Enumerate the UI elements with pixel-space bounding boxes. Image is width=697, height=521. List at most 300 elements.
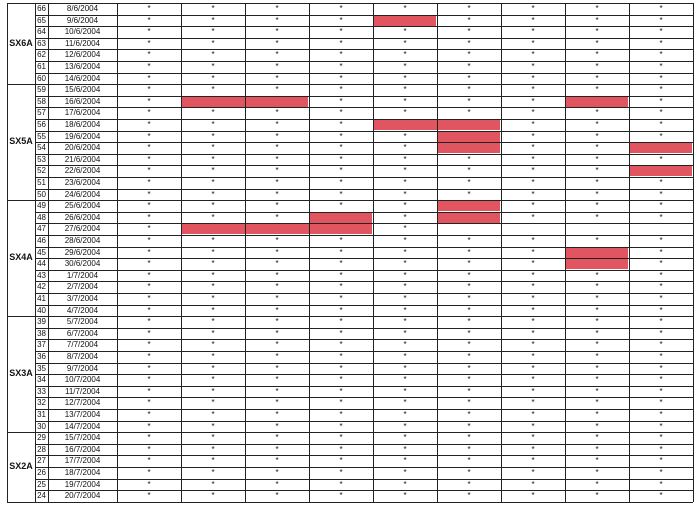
status-mark: *	[595, 50, 599, 60]
status-mark: *	[339, 131, 343, 141]
status-mark: *	[467, 375, 471, 385]
status-mark: *	[339, 270, 343, 280]
status-mark: *	[659, 4, 663, 13]
status-mark: *	[403, 85, 407, 95]
status-mark: *	[403, 143, 407, 153]
column-divider	[117, 3, 118, 502]
status-mark: *	[275, 73, 279, 83]
status-mark: *	[595, 85, 599, 95]
status-mark: *	[211, 433, 215, 443]
status-mark: *	[147, 328, 151, 338]
row-date: 25/6/2004	[64, 201, 101, 211]
status-mark: *	[595, 479, 599, 489]
status-mark: *	[275, 444, 279, 454]
status-mark: *	[403, 433, 407, 443]
status-mark: *	[339, 375, 343, 385]
column-divider	[245, 3, 246, 502]
status-mark: *	[147, 294, 151, 303]
row-date: 28/6/2004	[64, 236, 101, 245]
status-mark: *	[403, 305, 407, 315]
status-mark: *	[595, 154, 599, 164]
status-mark: *	[531, 456, 535, 466]
row-divider	[35, 386, 693, 387]
row-date: 20/7/2004	[64, 491, 101, 501]
status-mark: *	[339, 62, 343, 71]
row-divider	[7, 316, 693, 317]
status-mark: *	[659, 433, 663, 443]
status-mark: *	[147, 386, 151, 396]
status-mark: *	[147, 50, 151, 60]
status-mark: *	[531, 375, 535, 385]
status-mark: *	[467, 294, 471, 303]
status-mark: *	[467, 479, 471, 489]
status-mark: *	[595, 352, 599, 361]
status-mark: *	[403, 166, 407, 176]
status-mark: *	[339, 468, 343, 477]
row-date: 16/7/2004	[64, 444, 101, 454]
status-mark: *	[211, 363, 215, 373]
status-mark: *	[211, 212, 215, 222]
status-mark: *	[211, 178, 215, 187]
status-mark: *	[211, 4, 215, 13]
row-divider	[35, 305, 693, 306]
highlight-bar	[182, 224, 372, 234]
row-date: 1/7/2004	[66, 270, 99, 280]
status-mark: *	[339, 189, 343, 199]
status-mark: *	[659, 340, 663, 350]
status-mark: *	[211, 468, 215, 477]
status-mark: *	[403, 386, 407, 396]
column-divider	[693, 3, 694, 502]
row-number: 31	[37, 410, 46, 419]
status-mark: *	[595, 27, 599, 37]
status-mark: *	[211, 50, 215, 60]
row-number: 27	[37, 456, 46, 466]
status-mark: *	[339, 479, 343, 489]
status-mark: *	[531, 212, 535, 222]
row-date: 7/7/2004	[66, 340, 99, 350]
status-mark: *	[659, 468, 663, 477]
row-number: 44	[37, 259, 46, 269]
status-mark: *	[659, 479, 663, 489]
status-mark: *	[403, 421, 407, 431]
status-mark: *	[211, 398, 215, 408]
column-divider	[181, 3, 182, 502]
status-mark: *	[531, 398, 535, 408]
status-mark: *	[595, 433, 599, 443]
status-mark: *	[659, 317, 663, 327]
status-mark: *	[531, 50, 535, 60]
status-mark: *	[339, 386, 343, 396]
status-mark: *	[403, 410, 407, 419]
status-mark: *	[659, 96, 663, 106]
row-divider	[35, 119, 693, 120]
status-mark: *	[275, 38, 279, 48]
status-mark: *	[211, 352, 215, 361]
row-number: 50	[37, 189, 46, 199]
status-mark: *	[147, 491, 151, 501]
status-mark: *	[659, 410, 663, 419]
status-mark: *	[147, 189, 151, 199]
row-date: 2/7/2004	[66, 282, 99, 292]
group-label-sx6a: SX6A	[9, 37, 33, 48]
status-mark: *	[403, 62, 407, 71]
row-divider	[35, 154, 693, 155]
status-mark: *	[531, 4, 535, 13]
status-mark: *	[275, 270, 279, 280]
status-mark: *	[275, 85, 279, 95]
highlight-bar	[310, 213, 372, 223]
status-mark: *	[147, 85, 151, 95]
status-mark: *	[595, 120, 599, 129]
status-mark: *	[531, 62, 535, 71]
status-mark: *	[659, 375, 663, 385]
status-mark: *	[659, 212, 663, 222]
status-mark: *	[147, 4, 151, 13]
status-mark: *	[531, 270, 535, 280]
row-number: 37	[37, 340, 46, 350]
status-mark: *	[403, 27, 407, 37]
status-mark: *	[595, 375, 599, 385]
row-divider	[35, 247, 693, 248]
row-date: 8/6/2004	[66, 4, 99, 13]
status-mark: *	[467, 236, 471, 245]
status-mark: *	[147, 38, 151, 48]
column-divider	[48, 3, 49, 502]
status-mark: *	[531, 38, 535, 48]
row-number: 29	[37, 433, 46, 443]
status-mark: *	[211, 282, 215, 292]
row-date: 13/7/2004	[64, 410, 101, 419]
status-mark: *	[211, 201, 215, 211]
status-mark: *	[531, 433, 535, 443]
row-date: 8/7/2004	[66, 352, 99, 361]
status-mark: *	[147, 410, 151, 419]
status-mark: *	[659, 352, 663, 361]
status-mark: *	[339, 421, 343, 431]
status-mark: *	[403, 178, 407, 187]
row-number: 48	[37, 212, 46, 222]
row-number: 47	[37, 224, 46, 234]
row-divider	[7, 502, 693, 503]
status-mark: *	[595, 108, 599, 118]
status-mark: *	[147, 317, 151, 327]
status-mark: *	[659, 386, 663, 396]
status-mark: *	[147, 166, 151, 176]
status-mark: *	[147, 247, 151, 257]
status-mark: *	[467, 15, 471, 25]
status-mark: *	[403, 317, 407, 327]
status-mark: *	[659, 131, 663, 141]
status-mark: *	[659, 247, 663, 257]
status-mark: *	[339, 410, 343, 419]
row-divider	[35, 212, 693, 213]
status-mark: *	[275, 120, 279, 129]
status-mark: *	[147, 375, 151, 385]
row-number: 63	[37, 38, 46, 48]
status-mark: *	[403, 340, 407, 350]
row-number: 49	[37, 201, 46, 211]
status-mark: *	[147, 212, 151, 222]
status-mark: *	[659, 421, 663, 431]
status-mark: *	[147, 363, 151, 373]
status-mark: *	[403, 96, 407, 106]
row-divider	[35, 258, 693, 259]
status-mark: *	[147, 456, 151, 466]
status-mark: *	[531, 247, 535, 257]
status-mark: *	[467, 270, 471, 280]
row-date: 17/7/2004	[64, 456, 101, 466]
status-mark: *	[339, 120, 343, 129]
status-mark: *	[339, 340, 343, 350]
status-mark: *	[275, 201, 279, 211]
status-mark: *	[595, 270, 599, 280]
status-mark: *	[467, 108, 471, 118]
status-mark: *	[147, 108, 151, 118]
status-mark: *	[339, 73, 343, 83]
row-number: 28	[37, 444, 46, 454]
status-mark: *	[403, 189, 407, 199]
status-mark: *	[531, 468, 535, 477]
status-mark: *	[147, 479, 151, 489]
status-mark: *	[339, 444, 343, 454]
status-mark: *	[339, 38, 343, 48]
status-mark: *	[467, 352, 471, 361]
status-mark: *	[467, 317, 471, 327]
status-mark: *	[275, 491, 279, 501]
status-mark: *	[339, 491, 343, 501]
status-mark: *	[403, 444, 407, 454]
row-divider	[35, 61, 693, 62]
status-mark: *	[275, 131, 279, 141]
highlight-bar	[566, 259, 628, 269]
row-date: 11/6/2004	[65, 38, 100, 48]
status-mark: *	[211, 421, 215, 431]
group-label-sx5a: SX5A	[9, 136, 33, 147]
status-mark: *	[275, 468, 279, 477]
highlight-bar	[630, 143, 692, 153]
status-mark: *	[403, 154, 407, 164]
status-mark: *	[531, 317, 535, 327]
status-mark: *	[403, 108, 407, 118]
highlight-bar	[438, 213, 500, 223]
row-number: 38	[37, 328, 46, 338]
row-divider	[35, 397, 693, 398]
status-mark: *	[467, 282, 471, 292]
status-mark: *	[531, 386, 535, 396]
status-mark: *	[467, 468, 471, 477]
status-mark: *	[339, 50, 343, 60]
status-mark: *	[147, 398, 151, 408]
status-mark: *	[339, 236, 343, 245]
status-mark: *	[211, 294, 215, 303]
status-mark: *	[531, 15, 535, 25]
status-mark: *	[339, 154, 343, 164]
status-mark: *	[275, 189, 279, 199]
status-mark: *	[403, 282, 407, 292]
status-mark: *	[467, 444, 471, 454]
row-divider	[35, 363, 693, 364]
status-mark: *	[147, 131, 151, 141]
status-mark: *	[595, 282, 599, 292]
row-date: 23/6/2004	[64, 178, 101, 187]
status-mark: *	[531, 27, 535, 37]
status-mark: *	[275, 62, 279, 71]
status-mark: *	[531, 421, 535, 431]
status-mark: *	[275, 317, 279, 327]
status-mark: *	[147, 421, 151, 431]
status-mark: *	[467, 62, 471, 71]
status-mark: *	[339, 143, 343, 153]
row-date: 15/6/2004	[64, 85, 101, 95]
row-date: 18/6/2004	[64, 120, 101, 129]
status-mark: *	[211, 15, 215, 25]
row-divider	[35, 26, 693, 27]
status-mark: *	[403, 363, 407, 373]
status-mark: *	[339, 305, 343, 315]
highlight-bar	[374, 16, 436, 26]
row-date: 9/7/2004	[66, 363, 99, 373]
row-date: 12/6/2004	[64, 50, 101, 60]
status-mark: *	[339, 328, 343, 338]
column-divider	[629, 3, 630, 502]
row-number: 43	[37, 270, 46, 280]
status-mark: *	[147, 236, 151, 245]
row-divider	[35, 142, 693, 143]
status-mark: *	[339, 247, 343, 257]
highlight-bar	[630, 166, 692, 176]
status-mark: *	[467, 340, 471, 350]
status-mark: *	[339, 398, 343, 408]
highlight-bar	[566, 248, 628, 258]
status-mark: *	[275, 15, 279, 25]
column-divider	[7, 3, 8, 502]
status-mark: *	[531, 363, 535, 373]
status-mark: *	[595, 294, 599, 303]
status-mark: *	[659, 85, 663, 95]
status-mark: *	[275, 433, 279, 443]
status-mark: *	[595, 398, 599, 408]
group-label-sx2a: SX2A	[9, 461, 33, 471]
status-mark: *	[275, 352, 279, 361]
row-number: 46	[37, 236, 46, 245]
status-mark: *	[531, 166, 535, 176]
status-mark: *	[595, 421, 599, 431]
status-mark: *	[211, 328, 215, 338]
status-mark: *	[595, 410, 599, 419]
status-mark: *	[467, 259, 471, 269]
row-divider	[35, 131, 693, 132]
status-mark: *	[403, 4, 407, 13]
status-mark: *	[275, 178, 279, 187]
status-mark: *	[403, 131, 407, 141]
status-mark: *	[467, 247, 471, 257]
status-mark: *	[531, 120, 535, 129]
row-number: 60	[37, 73, 46, 83]
status-mark: *	[211, 305, 215, 315]
status-mark: *	[659, 236, 663, 245]
status-mark: *	[275, 236, 279, 245]
row-date: 22/6/2004	[64, 166, 101, 176]
row-date: 17/6/2004	[64, 108, 101, 118]
status-mark: *	[147, 433, 151, 443]
row-divider	[35, 107, 693, 108]
row-divider	[35, 467, 693, 468]
status-mark: *	[659, 456, 663, 466]
status-mark: *	[531, 352, 535, 361]
status-mark: *	[467, 96, 471, 106]
status-mark: *	[147, 27, 151, 37]
row-number: 24	[37, 491, 46, 501]
status-mark: *	[531, 282, 535, 292]
status-mark: *	[467, 305, 471, 315]
status-mark: *	[403, 294, 407, 303]
status-mark: *	[403, 212, 407, 222]
status-mark: *	[147, 468, 151, 477]
status-mark: *	[595, 201, 599, 211]
row-divider	[35, 177, 693, 178]
status-mark: *	[339, 178, 343, 187]
row-date: 27/6/2004	[64, 224, 101, 234]
status-mark: *	[211, 375, 215, 385]
status-mark: *	[211, 73, 215, 83]
status-mark: *	[211, 120, 215, 129]
status-mark: *	[275, 398, 279, 408]
status-mark: *	[659, 108, 663, 118]
status-mark: *	[147, 15, 151, 25]
status-mark: *	[467, 38, 471, 48]
row-divider	[35, 479, 693, 480]
row-date: 26/6/2004	[64, 212, 101, 222]
status-mark: *	[275, 154, 279, 164]
column-divider	[437, 3, 438, 502]
status-mark: *	[339, 85, 343, 95]
status-mark: *	[339, 456, 343, 466]
status-mark: *	[211, 479, 215, 489]
row-divider	[35, 189, 693, 190]
status-mark: *	[595, 178, 599, 187]
status-mark: *	[147, 120, 151, 129]
row-divider	[35, 223, 693, 224]
status-mark: *	[403, 479, 407, 489]
row-divider	[35, 235, 693, 236]
status-mark: *	[531, 328, 535, 338]
status-mark: *	[147, 444, 151, 454]
status-mark: *	[339, 4, 343, 13]
row-date: 14/6/2004	[64, 73, 101, 83]
status-mark: *	[467, 189, 471, 199]
status-mark: *	[595, 73, 599, 83]
highlight-bar	[566, 97, 628, 107]
status-mark: *	[595, 15, 599, 25]
status-mark: *	[467, 410, 471, 419]
row-date: 29/6/2004	[64, 247, 101, 257]
status-mark: *	[531, 143, 535, 153]
status-mark: *	[595, 317, 599, 327]
row-divider	[35, 15, 693, 16]
status-mark: *	[659, 398, 663, 408]
status-mark: *	[275, 340, 279, 350]
status-mark: *	[467, 27, 471, 37]
row-divider	[35, 270, 693, 271]
status-mark: *	[659, 328, 663, 338]
status-mark: *	[339, 294, 343, 303]
status-mark: *	[659, 178, 663, 187]
row-date: 18/7/2004	[64, 468, 101, 477]
status-mark: *	[659, 38, 663, 48]
row-date: 10/6/2004	[64, 27, 101, 37]
status-mark: *	[595, 340, 599, 350]
